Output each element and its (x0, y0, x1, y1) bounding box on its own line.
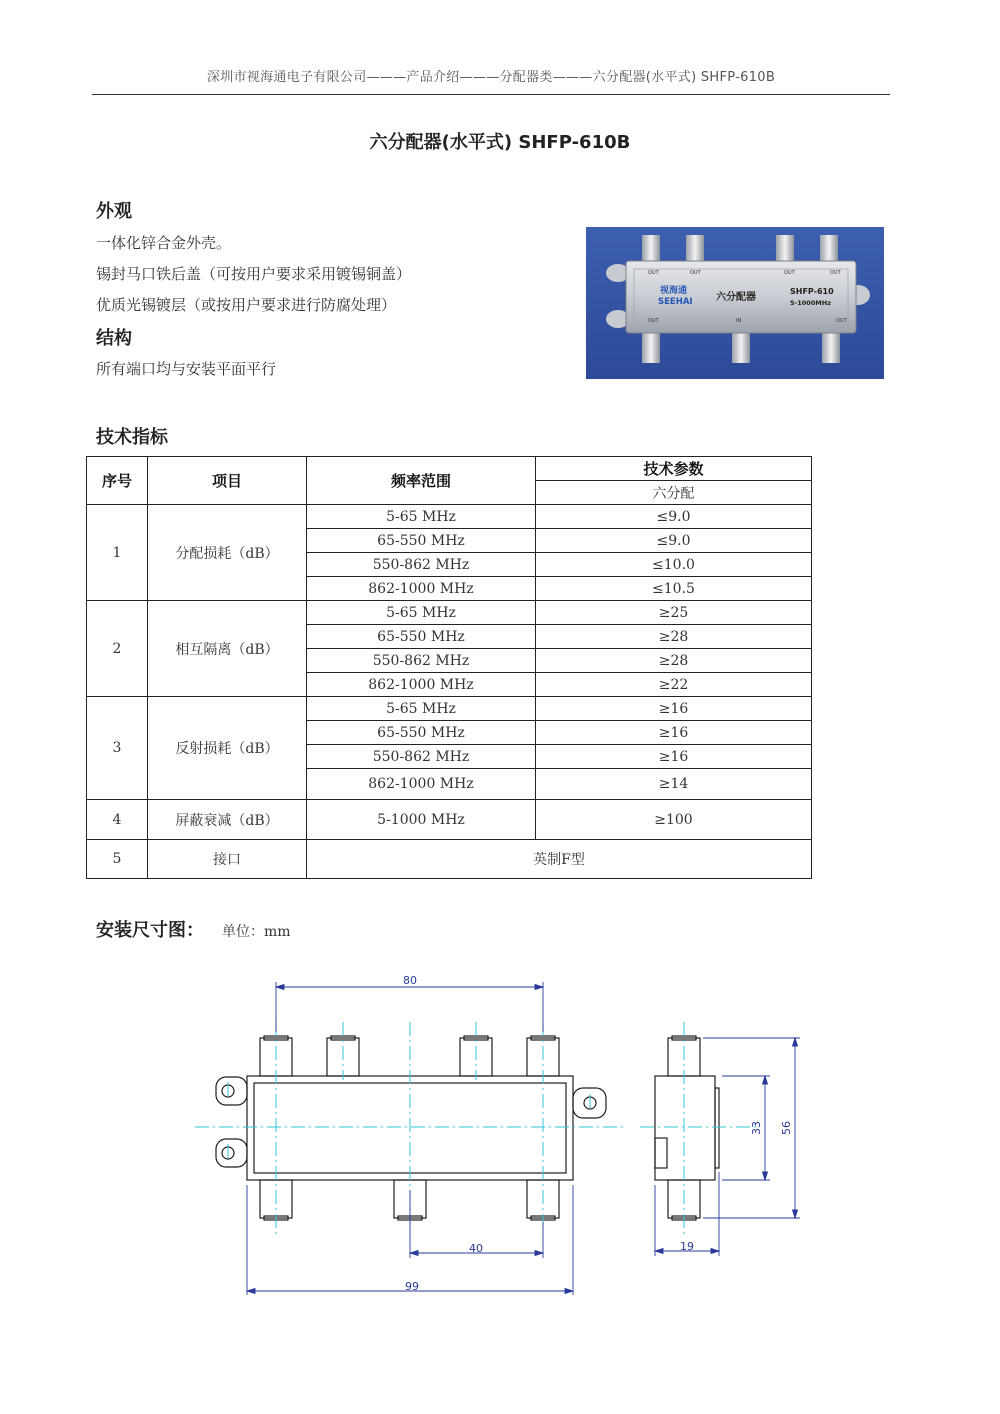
appearance-line-3: 优质光锡镀层（或按用户要求进行防腐处理） (96, 296, 397, 314)
structure-heading: 结构 (96, 328, 132, 349)
value-cell: ≤10.0 (536, 553, 812, 577)
product-photo (586, 227, 884, 379)
appearance-line-2: 锡封马口铁后盖（可按用户要求采用镀锡铜盖） (96, 265, 412, 283)
row-item: 分配损耗（dB） (148, 505, 307, 601)
photo-out-label-1: OUT (648, 270, 659, 276)
freq-cell: 862-1000 MHz (307, 769, 536, 800)
photo-brand: 视海通 (660, 286, 688, 296)
photo-brand-en: SEEHAI (658, 297, 693, 307)
photo-product-name: 六分配器 (716, 292, 756, 303)
photo-in-label: IN (736, 318, 742, 324)
value-cell: ≤10.5 (536, 577, 812, 601)
freq-cell: 862-1000 MHz (307, 673, 536, 697)
col-header-param-sub: 六分配 (536, 481, 812, 505)
dim-label-80: 80 (403, 974, 417, 987)
dim-label-19: 19 (680, 1240, 694, 1253)
photo-out-label-3: OUT (784, 270, 795, 276)
value-cell: ≥16 (536, 697, 812, 721)
row-no: 5 (87, 840, 148, 879)
freq-cell: 5-65 MHz (307, 601, 536, 625)
photo-out-label-4: OUT (830, 270, 841, 276)
freq-cell: 550-862 MHz (307, 553, 536, 577)
row-no: 1 (87, 505, 148, 601)
value-cell: ≥25 (536, 601, 812, 625)
row-no: 3 (87, 697, 148, 800)
page-header: 深圳市视海通电子有限公司———产品介绍———分配器类———六分配器(水平式) SHFP-610B (206, 70, 776, 85)
value-cell: ≥28 (536, 649, 812, 673)
freq-cell: 5-1000 MHz (307, 800, 536, 840)
value-cell: ≥100 (536, 800, 812, 840)
connector-value: 英制F型 (307, 840, 812, 879)
freq-cell: 5-65 MHz (307, 505, 536, 529)
appearance-heading: 外观 (96, 201, 132, 222)
freq-cell: 550-862 MHz (307, 745, 536, 769)
row-item: 相互隔离（dB） (148, 601, 307, 697)
header-divider (92, 94, 890, 95)
dimensions-heading: 安装尺寸图： (96, 920, 204, 941)
dim-label-56: 56 (780, 1121, 793, 1135)
row-no: 4 (87, 800, 148, 840)
freq-cell: 65-550 MHz (307, 721, 536, 745)
row-item: 接口 (148, 840, 307, 879)
col-header-param: 技术参数 (536, 457, 812, 481)
table-row (87, 601, 812, 625)
dimension-drawing (0, 960, 1000, 1320)
freq-cell: 550-862 MHz (307, 649, 536, 673)
freq-cell: 5-65 MHz (307, 697, 536, 721)
table-row (87, 840, 812, 879)
specs-heading: 技术指标 (96, 427, 168, 448)
table-row (87, 697, 812, 721)
page-title: 六分配器(水平式) SHFP-610B (369, 132, 631, 153)
value-cell: ≤9.0 (536, 529, 812, 553)
photo-out-label-5: OUT (648, 318, 659, 324)
table-row (87, 505, 812, 529)
value-cell: ≥16 (536, 721, 812, 745)
appearance-line-1: 一体化锌合金外壳。 (96, 234, 232, 252)
value-cell: ≥22 (536, 673, 812, 697)
value-cell: ≤9.0 (536, 505, 812, 529)
freq-cell: 65-550 MHz (307, 529, 536, 553)
col-header-no: 序号 (87, 457, 148, 505)
photo-out-label-2: OUT (690, 270, 701, 276)
photo-out-label-6: OUT (836, 318, 847, 324)
value-cell: ≥14 (536, 769, 812, 800)
col-header-freq: 频率范围 (307, 457, 536, 505)
dim-label-40: 40 (469, 1242, 483, 1255)
freq-cell: 65-550 MHz (307, 625, 536, 649)
dim-label-99: 99 (405, 1280, 419, 1293)
dimensions-unit: 单位：mm (222, 924, 291, 940)
structure-line-1: 所有端口均与安装平面平行 (96, 360, 277, 378)
row-item: 反射损耗（dB） (148, 697, 307, 800)
spec-table (86, 456, 812, 879)
col-header-item: 项目 (148, 457, 307, 505)
row-no: 2 (87, 601, 148, 697)
row-item: 屏蔽衰减（dB） (148, 800, 307, 840)
table-row (87, 800, 812, 840)
photo-range: 5-1000MHz (790, 299, 832, 307)
freq-cell: 862-1000 MHz (307, 577, 536, 601)
dim-label-33: 33 (750, 1121, 763, 1135)
value-cell: ≥16 (536, 745, 812, 769)
value-cell: ≥28 (536, 625, 812, 649)
dimensions-heading-block (96, 916, 291, 942)
photo-model: SHFP-610 (790, 287, 834, 296)
